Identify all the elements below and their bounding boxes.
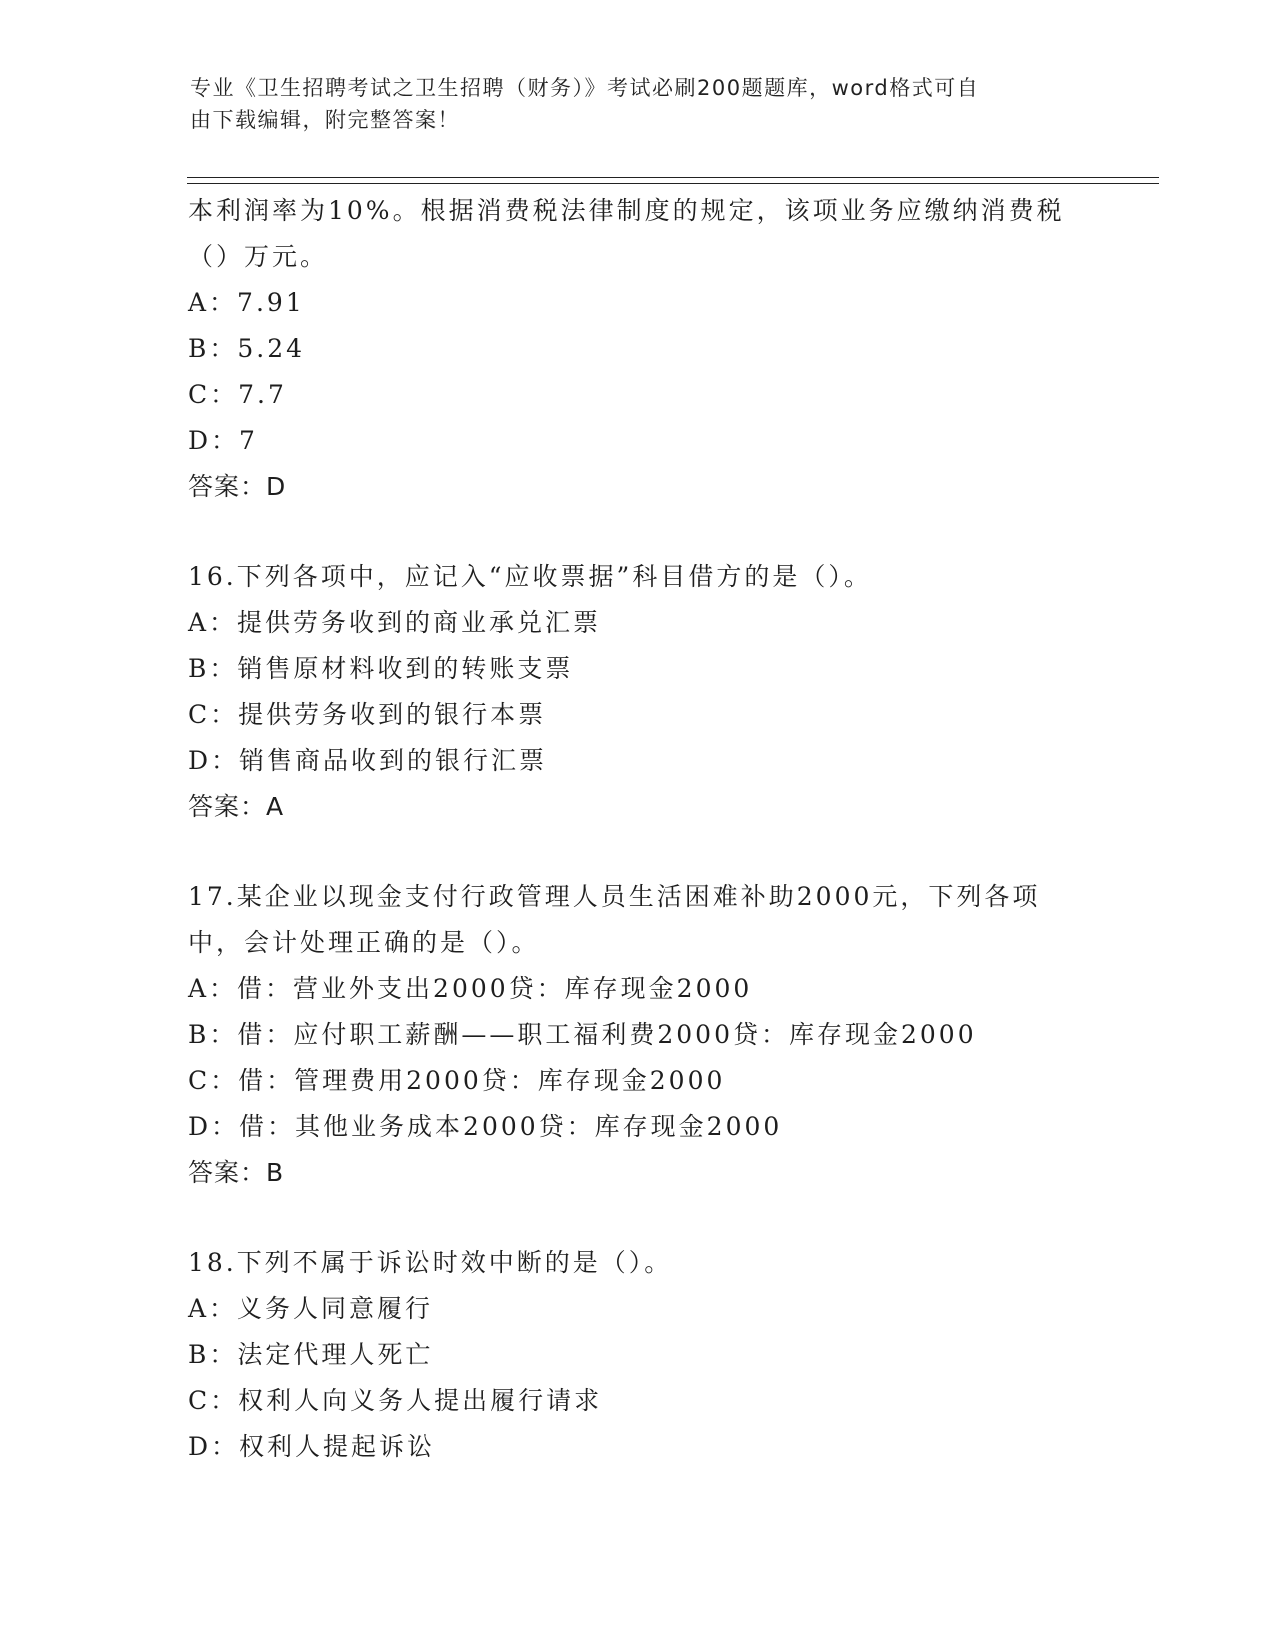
option-a: A：提供劳务收到的商业承兑汇票 <box>188 608 602 637</box>
option-a: A：7.91 <box>188 288 305 317</box>
question-continued <box>188 188 1108 510</box>
option-d: D：借：其他业务成本2000贷：库存现金2000 <box>188 1112 783 1141</box>
option-d: D：权利人提起诉讼 <box>188 1432 436 1461</box>
option-b: B：销售原材料收到的转账支票 <box>188 654 574 683</box>
question-text: （）万元。 <box>188 242 329 271</box>
question-list <box>188 188 1108 1470</box>
option-c: C：权利人向义务人提出履行请求 <box>188 1386 603 1415</box>
question-text: 17.某企业以现金支付行政管理人员生活困难补助2000元，下列各项 <box>188 882 1041 911</box>
option-b: B：5.24 <box>188 334 306 363</box>
spacer <box>188 510 1108 554</box>
spacer <box>188 1196 1108 1240</box>
answer-line: 答案：A <box>188 792 285 821</box>
question-16 <box>188 554 1108 830</box>
spacer <box>188 830 1108 874</box>
question-text: 18.下列不属于诉讼时效中断的是（）。 <box>188 1248 673 1277</box>
answer-line: 答案：B <box>188 1158 285 1187</box>
header-line-2: 由下载编辑，附完整答案！ <box>190 108 460 132</box>
question-text: 中，会计处理正确的是（）。 <box>188 928 540 957</box>
question-text: 16.下列各项中，应记入“应收票据”科目借方的是（）。 <box>188 562 872 591</box>
answer-line: 答案：D <box>188 472 287 501</box>
question-17 <box>188 874 1108 1196</box>
option-d: D：销售商品收到的银行汇票 <box>188 746 548 775</box>
header-line-1: 专业《卫生招聘考试之卫生招聘（财务）》考试必刷200题题库，word格式可自 <box>190 76 980 100</box>
document-header <box>190 72 1080 136</box>
question-18 <box>188 1240 1108 1470</box>
option-c: C：7.7 <box>188 380 287 409</box>
option-d: D：7 <box>188 426 258 455</box>
option-c: C：提供劳务收到的银行本票 <box>188 700 547 729</box>
option-b: B：法定代理人死亡 <box>188 1340 434 1369</box>
option-b: B：借：应付职工薪酬——职工福利费2000贷：库存现金2000 <box>188 1020 977 1049</box>
question-text: 本利润率为10%。根据消费税法律制度的规定，该项业务应缴纳消费税 <box>188 196 1065 225</box>
header-rule-bottom <box>187 183 1159 184</box>
option-a: A：借：营业外支出2000贷：库存现金2000 <box>188 974 753 1003</box>
option-a: A：义务人同意履行 <box>188 1294 434 1323</box>
option-c: C：借：管理费用2000贷：库存现金2000 <box>188 1066 726 1095</box>
header-rule-top <box>187 177 1159 178</box>
